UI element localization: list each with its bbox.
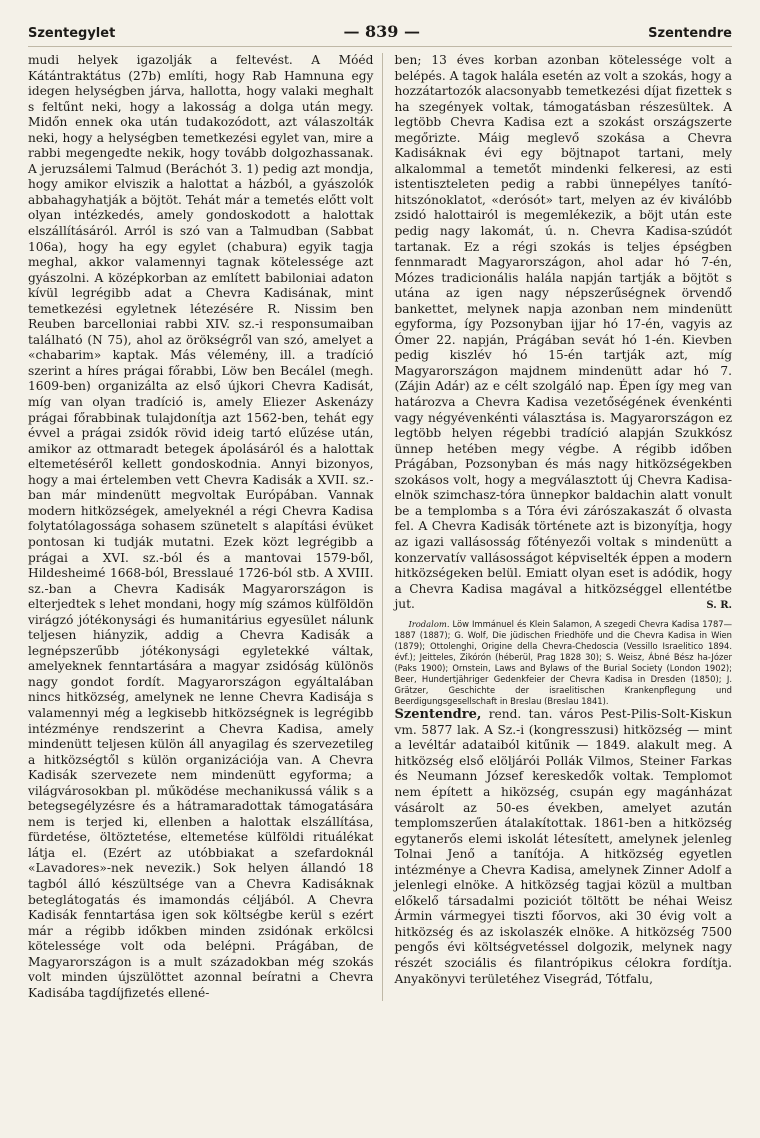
running-head: [28, 22, 732, 47]
running-head-left: Szentegylet: [28, 26, 116, 41]
running-head-right: Szentendre: [648, 26, 732, 41]
right-column: [383, 53, 732, 1001]
author-signature: S. R.: [706, 599, 732, 611]
entry-paragraph: [394, 707, 732, 987]
bibliography-text: Löw Immánuel és Klein Salamon, A szegedi Chevra Kadisa 1787—1887 (1887); G. Wolf, Die jüdischen Friedhöfe und die Chevra Kadisa in Wien (1879); Ottolenghi, Origine della Chevra-Chedoscia (Vessillo Israelitico 1894. évf.); Jeitteles, Zikórón (héberül, Prag 1828 30); S. Weisz, Ábné Bész ha-Józer (Paks 1900); Ornstein, Laws and Bylaws of the Burial Society (London 1902); Beer, Hundertjähriger Gedenkfeier der Chevra Kadisa in Dresden (1850); J. Grätzer, Geschichte der israelitischen Krankenpflegung und Beerdigungsgesellschaft in Breslau (Breslau 1841).: [394, 619, 732, 707]
page-number: — 839 —: [343, 22, 421, 41]
left-column: [28, 53, 383, 1001]
bibliography: [394, 619, 732, 707]
left-column-text: mudi helyek igazolják a feltevést. A Móéd Kátántraktátus (27b) említi, hogy Rab Hamnuna egy idegen helységben járva, hallotta, hogy valaki meghalt s feltűnt neki, hogy a lakosság a dolga után megy. Midőn ennek oka után tudakozódott, azt válaszolták neki, hogy a helységben temetkezési egylet van, mire a rabbi megengedte nekik, hogy tovább dolgozhassanak. A jeruzsálemi Talmud (Beráchót 3. 1) pedig azt mondja, hogy amikor elviszik a halottat a házból, a gyászolók abbahagyhatják a böjtöt. Tehát már a temetés előtt volt olyan intézkedés, amely gondoskodott a halottak elszállításáról. Arról is szó van a Talmudban (Sabbat 106a), hogy ha egy egylet (chabura) egyik tagja meghal, akkor valamennyi tagnak kötelessége azt gyászolni. A középkorban az említett babiloniai adaton kívül legrégibb adat a Chevra Kadisának, mint temetkezési egyletnek létezésére R. Nissim ben Reuben barcelloniai rabbi XIV. sz.-i responsumaiban található (N 75), ahol az örökségről van szó, amelyet a «chabarim» kaptak. Más vélemény, ill. a tradíció szerint a híres prágai főrabbi, Löw ben Becálel (megh. 1609-ben) organizálta az első újkori Chevra Kadisát, míg van olyan tradíció is, amely Eliezer Askenázy prágai főrabbinak tulajdonítja azt 1562-ben, tehát egy évvel a prágai zsidók rövid ideig tartó elűzése után, amikor az ottmaradt betegek ápolásáról és a halottak eltemetéséről kellett gondoskodnia. Annyi bizonyos, hogy a mai értelemben vett Chevra Kadisák a XVII. sz.-ban már mindenütt megvoltak Európában. Vannak modern hitközségek, amelyeknél a régi Chevra Kadisa folytatólagossága sohasem szünetelt s alapítási évüket pontosan ki tudják mutatni. Ezek közt legrégibb a prágai a XVI. sz.-ból és a mantovai 1579-ből, Hildesheimé 1668-ból, Bresslaué 1726-ból stb. A XVIII. sz.-ban a Chevra Kadisák Magyarországon is elterjedtek s lehet mondani, hogy míg számos külföldön virágzó jótékonysági és humanitárius egyesület nálunk teljesen hiányzik, addig a Chevra Kadisák a legnépszerűbb jótékonysági egyletekké váltak, amelyeknek fenntartására a magyar zsidóság különös nagy gondot fordít. Magyarországon egyáltalában nincs hitközség, amelynek ne lenne Chevra Kadisája s valamennyi még a legkisebb hitközségnek is legrégibb intézménye rendszerint a Chevra Kadisa, amely mindenütt teljesen külön áll anyagilag és szervezetileg a hitközségtől s külön organizációja van. A Chevra Kadisák szervezete nem mindenütt egyforma; a világvárosokban pl. működése mechanikussá válik s a betegsegélyzésre és a hátramaradottak támogatására nem is terjed ki, ellenben a halottak elszállítása, fürdetése, öltöztetése, eltemetése külföldi rituálékat látja el. (Ezért az utóbbiakat a szefardoknál «Lavadores»-nek nevezik.) Sok helyen állandó 18 tagból álló készültsége van a Chevra Kadisáknak beteglátogatás és imamondás céljából. A Chevra Kadisák fenntartása igen sok költségbe kerül s ezért már a régibb időkben minden zsidónak erkölcsi kötelessége volt oda belépni. Prágában, de Magyarországon is a mult századokban még szokás volt minden újszülöttet azonnal beíratni a Chevra Kadisába tagdíjfizetés ellené-: [28, 53, 374, 1000]
right-column-text: ben; 13 éves korban azonban kötelessége volt a belépés. A tagok halála esetén az volt a szokás, hogy a hozzátartozók alacsonyabb temetkezési díjat fizettek s ha szegények voltak, támogatásban részesültek. A legtöbb Chevra Kadisa ezt a szokást országszerte megőrizte. Máig meglevő szokása a Chevra Kadisáknak évi egy böjtnapot tartani, mely alkalommal a temetőt mindenki felkeresi, az esti istentiszteleten pedig a rabbi ünnepélyes tanító-hitszónoklatot, «derósót» tart, melyen az év kiválóbb zsidó halottairól is megemlékezik, a böjt után este pedig nagy lakomát, ú. n. Chevra Kadisa-szúdót tartanak. Ez a régi szokás is teljes épségben fennmaradt Magyarországon, ahol adar hó 7-én, Mózes tradicionális halála napján tartják a böjtöt s utána az igen nagy népszerűségnek örvendő bankettet, melynek napja azonban nem mindenütt egyforma, így Pozsonyban ijjar hó 17-én, vagyis az Ómer 22. napján, Prágában sevát hó 1-én. Kievben pedig kiszlév hó 15-én tartják azt, míg Magyarországon majdnem mindenütt adar hó 7. (Zájin Adár) az e célt szolgáló nap. Épen így meg van határozva a Chevra Kadisa vezetőségének évenkénti vagy négyévenkénti választása is. Magyarországon ez legtöbb helyen régebbi tradíció alapján Szukkósz ünnep hetében megy végbe. A régibb időben Prágában, Pozsonyban és más nagy hitközségekben szokásos volt, hogy a megválasztott új Chevra Kadisa-elnök szimchasz-tóra ünnepkor baldachin alatt vonult be a templomba s a Tóra évi zárószakaszát ő olvasta fel. A Chevra Kadisák története azt is bizonyítja, hogy az igazi vallásosság főtényezői voltak s mindenütt a konzervatív vallásosságot képviselték éppen a modern hitközségeken belül. Emiatt olyan eset is adódik, hogy a Chevra Kadisa magával a hitközséggel ellentétbe jut.: [394, 53, 732, 612]
text-columns: [28, 53, 732, 1001]
entry-text: rend. tan. város Pest-Pilis-Solt-Kiskun vm. 5877 lak. A Sz.-i (kongresszusi) hitközség — mint a levéltár adataiból kitűnik — 1849. alakult meg. A hitközség első elöljárói Pollák Vilmos, Steiner Farkas és Neumann József kereskedők voltak. Templomot nem épített a hiközség, csupán egy magánházat vásárolt az 50-es években, amelyet azután templomszerűen átalakítottak. 1861-ben a hitközség egytanerős elemi iskolát létesített, amelynek jelenleg Tolnai Jenő a tanítója. A hitközség egyetlen intézménye a Chevra Kadisa, amelynek Zinner Adolf a jelenlegi elnöke. A hitközség tagjai közül a multban előkelő társadalmi poziciót töltött be néhai Weisz Ármin vármegyei tiszti főorvos, aki 30 évig volt a hitközség és az iskolaszék elnöke. A hitközség 7500 pengős évi költségvetéssel dolgozik, melynek nagy részét szociális és filantrópikus célokra fordítja. Anyakönyvi területéhez Visegrád, Tótfalu,: [394, 707, 732, 986]
entry-headword: Szentendre,: [394, 707, 482, 723]
bibliography-label: Irodalom.: [408, 619, 450, 630]
